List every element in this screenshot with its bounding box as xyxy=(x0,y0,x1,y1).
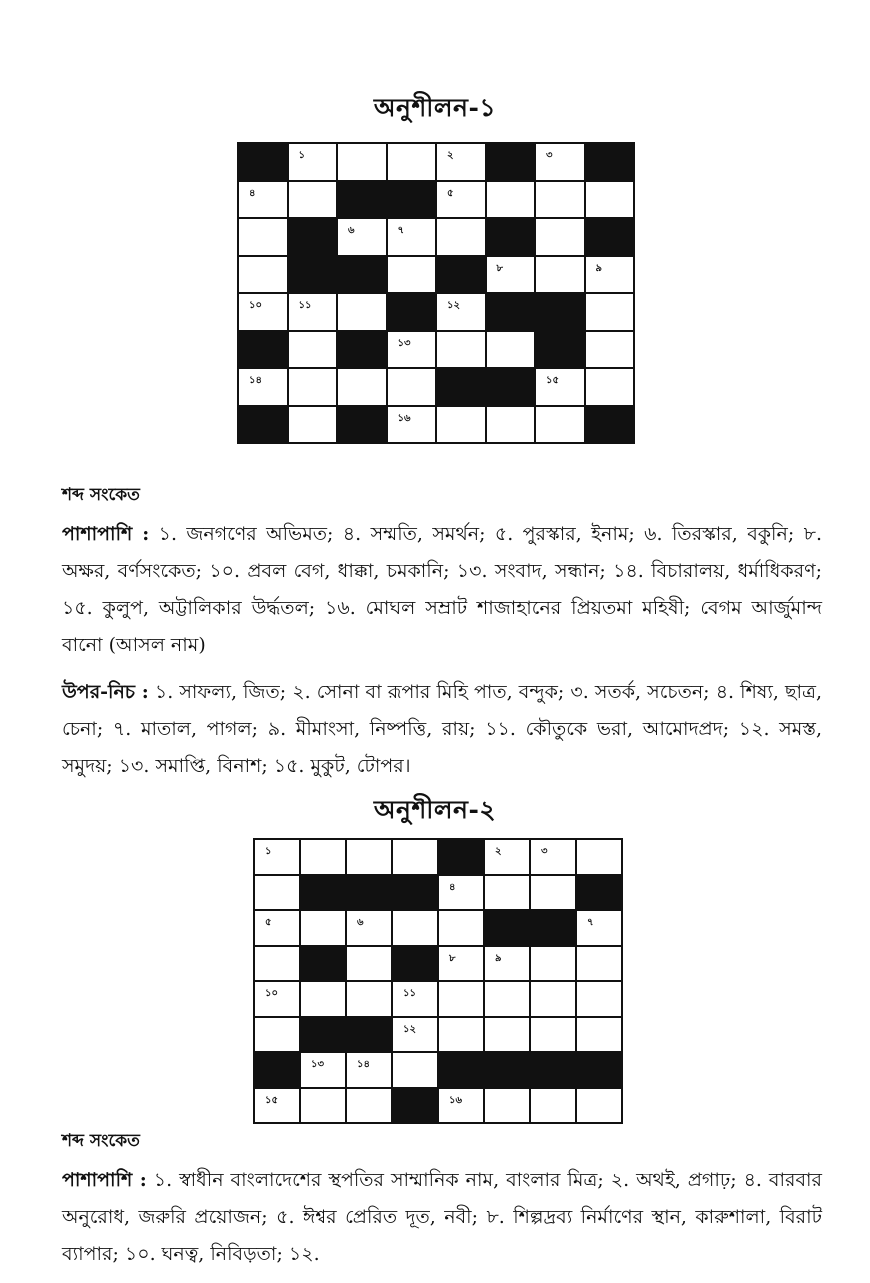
grid-cell[interactable] xyxy=(388,332,436,368)
black-cell xyxy=(536,332,584,368)
black-cell xyxy=(439,1053,483,1087)
black-cell xyxy=(437,257,485,293)
grid-cell[interactable] xyxy=(531,982,575,1016)
black-cell xyxy=(239,144,287,180)
grid-cell[interactable] xyxy=(338,219,386,255)
black-cell xyxy=(289,257,337,293)
black-cell xyxy=(577,876,621,910)
clues-heading: শব্দ সংকেত xyxy=(62,485,140,505)
grid-cell[interactable] xyxy=(586,257,634,293)
black-cell xyxy=(338,257,386,293)
grid-cell[interactable] xyxy=(388,369,436,405)
black-cell xyxy=(239,407,287,443)
clue-number: ৪ xyxy=(249,187,256,199)
clue-number: ১১ xyxy=(298,300,312,311)
black-cell xyxy=(338,332,386,368)
clue-number: ১ xyxy=(265,846,272,857)
clue-number: ১৫ xyxy=(265,1094,278,1106)
grid-cell[interactable] xyxy=(577,947,621,981)
grid-cell[interactable] xyxy=(289,144,337,180)
grid-cell[interactable] xyxy=(338,144,386,180)
grid-cell[interactable] xyxy=(487,182,535,218)
black-cell xyxy=(487,294,535,330)
grid-cell[interactable] xyxy=(485,982,529,1016)
grid-cell[interactable] xyxy=(338,294,386,330)
black-cell xyxy=(338,407,386,443)
across-text: ১. স্বাধীন বাংলাদেশের স্থপতির সাম্মানিক নাম, বাংলার মিত্র; ২. অথই, প্রগাঢ়; ৪. বারবার অনুরোধ, জরুরি প্রয়োজন; ৫. ঈশ্বর প্রেরিত দূত, নবী; ৮. শিল্পদ্রব্য নির্মাণের স্থান, কারুশালা, বিরাট ব্যাপার; ১০. ঘনত্ব, নিবিড়তা; ১২. xyxy=(62,1169,822,1265)
grid-cell[interactable] xyxy=(393,911,437,945)
grid-cell[interactable] xyxy=(347,1089,391,1123)
grid-cell[interactable] xyxy=(531,1089,575,1123)
clue-number: ৩ xyxy=(541,846,548,857)
grid-cell[interactable] xyxy=(485,1018,529,1052)
exercise-2-title: অনুশীলন-২ xyxy=(373,795,497,824)
grid-cell[interactable] xyxy=(577,1089,621,1123)
black-cell xyxy=(347,1018,391,1052)
grid-cell[interactable] xyxy=(437,332,485,368)
black-cell xyxy=(577,1053,621,1087)
grid-cell[interactable] xyxy=(437,219,485,255)
black-cell xyxy=(301,876,345,910)
clue-number: ৭ xyxy=(397,225,405,236)
clue-number: ৩ xyxy=(546,150,553,161)
grid-cell[interactable] xyxy=(393,1018,437,1052)
black-cell xyxy=(239,332,287,368)
clue-number: ২ xyxy=(447,150,454,161)
grid-cell[interactable] xyxy=(437,144,485,180)
clue-number: ১৬ xyxy=(397,412,411,424)
grid-cell[interactable] xyxy=(586,369,634,405)
grid-cell[interactable] xyxy=(338,369,386,405)
across-label: পাশাপাশি : xyxy=(62,1169,147,1191)
clue-number: ১১ xyxy=(403,988,416,999)
black-cell xyxy=(338,182,386,218)
clue-number: ১০ xyxy=(265,988,278,999)
down-label: উপর-নিচ : xyxy=(62,681,149,703)
black-cell xyxy=(487,144,535,180)
grid-cell[interactable] xyxy=(437,294,485,330)
clue-number: ৮ xyxy=(449,952,456,964)
grid-cell[interactable] xyxy=(531,876,575,910)
grid-cell[interactable] xyxy=(586,332,634,368)
grid-cell[interactable] xyxy=(439,947,483,981)
clue-number: ৮ xyxy=(496,262,503,274)
grid-cell[interactable] xyxy=(347,1053,391,1087)
clue-number: ১৫ xyxy=(546,375,559,386)
grid-cell[interactable] xyxy=(289,407,337,443)
grid-cell[interactable] xyxy=(437,407,485,443)
grid-cell[interactable] xyxy=(388,257,436,293)
grid-cell[interactable] xyxy=(439,911,483,945)
grid-cell[interactable] xyxy=(239,294,287,330)
grid-cell[interactable] xyxy=(255,840,299,874)
black-cell xyxy=(437,369,485,405)
clue-number: ১৪ xyxy=(357,1059,370,1070)
grid-cell[interactable] xyxy=(393,982,437,1016)
grid-cell[interactable] xyxy=(347,947,391,981)
grid-cell[interactable] xyxy=(439,876,483,910)
grid-cell[interactable] xyxy=(439,982,483,1016)
grid-cell[interactable] xyxy=(577,1018,621,1052)
grid-cell[interactable] xyxy=(536,182,584,218)
black-cell xyxy=(301,947,345,981)
grid-cell[interactable] xyxy=(531,1018,575,1052)
black-cell xyxy=(393,876,437,910)
crossword-grid-1 xyxy=(237,142,635,444)
clue-number: ৯ xyxy=(495,952,502,964)
clues-heading: শব্দ সংকেত xyxy=(62,1131,140,1151)
clue-number: ৬ xyxy=(357,917,364,928)
grid-cell[interactable] xyxy=(289,182,337,218)
grid-cell[interactable] xyxy=(239,257,287,293)
across-clues xyxy=(62,1162,822,1273)
black-cell xyxy=(289,219,337,255)
clue-number: ৫ xyxy=(447,187,454,199)
grid-cell[interactable] xyxy=(301,1089,345,1123)
grid-cell[interactable] xyxy=(239,182,287,218)
grid-cell[interactable] xyxy=(439,1089,483,1123)
clue-number: ১০ xyxy=(249,300,262,311)
grid-cell[interactable] xyxy=(437,182,485,218)
across-label: পাশাপাশি : xyxy=(62,523,150,545)
across-clues xyxy=(62,516,822,664)
black-cell xyxy=(347,876,391,910)
clue-number: ১৬ xyxy=(449,1094,462,1106)
grid-cell[interactable] xyxy=(289,294,337,330)
grid-cell[interactable] xyxy=(301,982,345,1016)
grid-cell[interactable] xyxy=(536,257,584,293)
exercise-1-title: অনুশীলন-১ xyxy=(373,93,497,122)
clue-number: ৫ xyxy=(265,917,272,928)
grid-cell[interactable] xyxy=(487,332,535,368)
clue-number: ২ xyxy=(495,846,502,857)
grid-cell[interactable] xyxy=(301,1053,345,1087)
grid-cell[interactable] xyxy=(485,1089,529,1123)
clues-section-1 xyxy=(62,482,822,795)
clue-number: ৪ xyxy=(449,881,456,893)
grid-cell[interactable] xyxy=(485,876,529,910)
clue-number: ১২ xyxy=(447,300,460,311)
grid-cell[interactable] xyxy=(577,911,621,945)
black-cell xyxy=(393,1089,437,1123)
grid-cell[interactable] xyxy=(289,332,337,368)
grid-cell[interactable] xyxy=(388,407,436,443)
grid-cell[interactable] xyxy=(255,947,299,981)
clues-section-2 xyxy=(62,1128,822,1283)
black-cell xyxy=(485,911,529,945)
grid-cell[interactable] xyxy=(255,876,299,910)
crossword-grid-2 xyxy=(253,838,623,1124)
grid-cell[interactable] xyxy=(255,1089,299,1123)
grid-cell[interactable] xyxy=(536,407,584,443)
grid-cell[interactable] xyxy=(586,182,634,218)
grid-cell[interactable] xyxy=(393,840,437,874)
grid-cell[interactable] xyxy=(301,911,345,945)
clue-number: ১২ xyxy=(403,1023,416,1035)
grid-cell[interactable] xyxy=(388,144,436,180)
grid-cell[interactable] xyxy=(289,369,337,405)
down-clues xyxy=(62,674,822,785)
clue-number: ৬ xyxy=(348,225,355,236)
black-cell xyxy=(439,840,483,874)
clue-number: ১৪ xyxy=(249,375,262,386)
clue-number: ১ xyxy=(298,150,305,161)
grid-cell[interactable] xyxy=(531,947,575,981)
grid-cell[interactable] xyxy=(487,257,535,293)
black-cell xyxy=(531,911,575,945)
grid-cell[interactable] xyxy=(393,1053,437,1087)
grid-cell[interactable] xyxy=(255,911,299,945)
grid-cell[interactable] xyxy=(536,144,584,180)
clue-number: ১৩ xyxy=(397,337,411,349)
grid-cell[interactable] xyxy=(239,219,287,255)
grid-cell[interactable] xyxy=(239,369,287,405)
black-cell xyxy=(485,1053,529,1087)
grid-cell[interactable] xyxy=(485,947,529,981)
grid-cell[interactable] xyxy=(255,1018,299,1052)
clue-number: ৭ xyxy=(587,917,594,928)
black-cell xyxy=(531,1053,575,1087)
black-cell xyxy=(301,1018,345,1052)
black-cell xyxy=(487,369,535,405)
grid-cell[interactable] xyxy=(536,369,584,405)
grid-cell[interactable] xyxy=(531,840,575,874)
grid-cell[interactable] xyxy=(347,840,391,874)
grid-cell[interactable] xyxy=(347,911,391,945)
grid-cell[interactable] xyxy=(536,219,584,255)
across-text: ১. জনগণের অভিমত; ৪. সম্মতি, সমর্থন; ৫. পুরস্কার, ইনাম; ৬. তিরস্কার, বকুনি; ৮. অক্ষর, বর্ণসংকেত; ১০. প্রবল বেগ, ধাক্কা, চমকানি; ১৩. সংবাদ, সন্ধান; ১৪. বিচারালয়, ধর্মাধিকরণ; ১৫. কুলুপ, অট্টালিকার উর্দ্ধতল; ১৬. মোঘল সম্রাট শাজাহানের প্রিয়তমা মহিষী; বেগম আর্জুমান্দ বানো (আসল নাম) xyxy=(62,523,823,656)
down-text: ১. সাফল্য, জিত; ২. সোনা বা রূপার মিহি পাত, বন্দুক; ৩. সতর্ক, সচেতন; ৪. শিষ্য, ছাত্র, চেনা; ৭. মাতাল, পাগল; ৯. মীমাংসা, নিষ্পত্তি, রায়; ১১. কৌতুকে ভরা, আমোদপ্রদ; ১২. সমস্ত, সমুদয়; ১৩. সমাপ্তি, বিনাশ; ১৫. মুকুট, টোপর। xyxy=(62,681,822,777)
clue-number: ৯ xyxy=(595,262,602,274)
black-cell xyxy=(388,182,436,218)
grid-cell[interactable] xyxy=(301,840,345,874)
black-cell xyxy=(536,294,584,330)
black-cell xyxy=(586,144,634,180)
black-cell xyxy=(586,407,634,443)
black-cell xyxy=(487,219,535,255)
black-cell xyxy=(586,219,634,255)
grid-cell[interactable] xyxy=(577,982,621,1016)
grid-cell[interactable] xyxy=(485,840,529,874)
grid-cell[interactable] xyxy=(586,294,634,330)
grid-cell[interactable] xyxy=(577,840,621,874)
black-cell xyxy=(255,1053,299,1087)
black-cell xyxy=(388,294,436,330)
grid-cell[interactable] xyxy=(439,1018,483,1052)
grid-cell[interactable] xyxy=(255,982,299,1016)
grid-cell[interactable] xyxy=(388,219,436,255)
black-cell xyxy=(393,947,437,981)
grid-cell[interactable] xyxy=(487,407,535,443)
grid-cell[interactable] xyxy=(347,982,391,1016)
clue-number: ১৩ xyxy=(311,1059,324,1070)
